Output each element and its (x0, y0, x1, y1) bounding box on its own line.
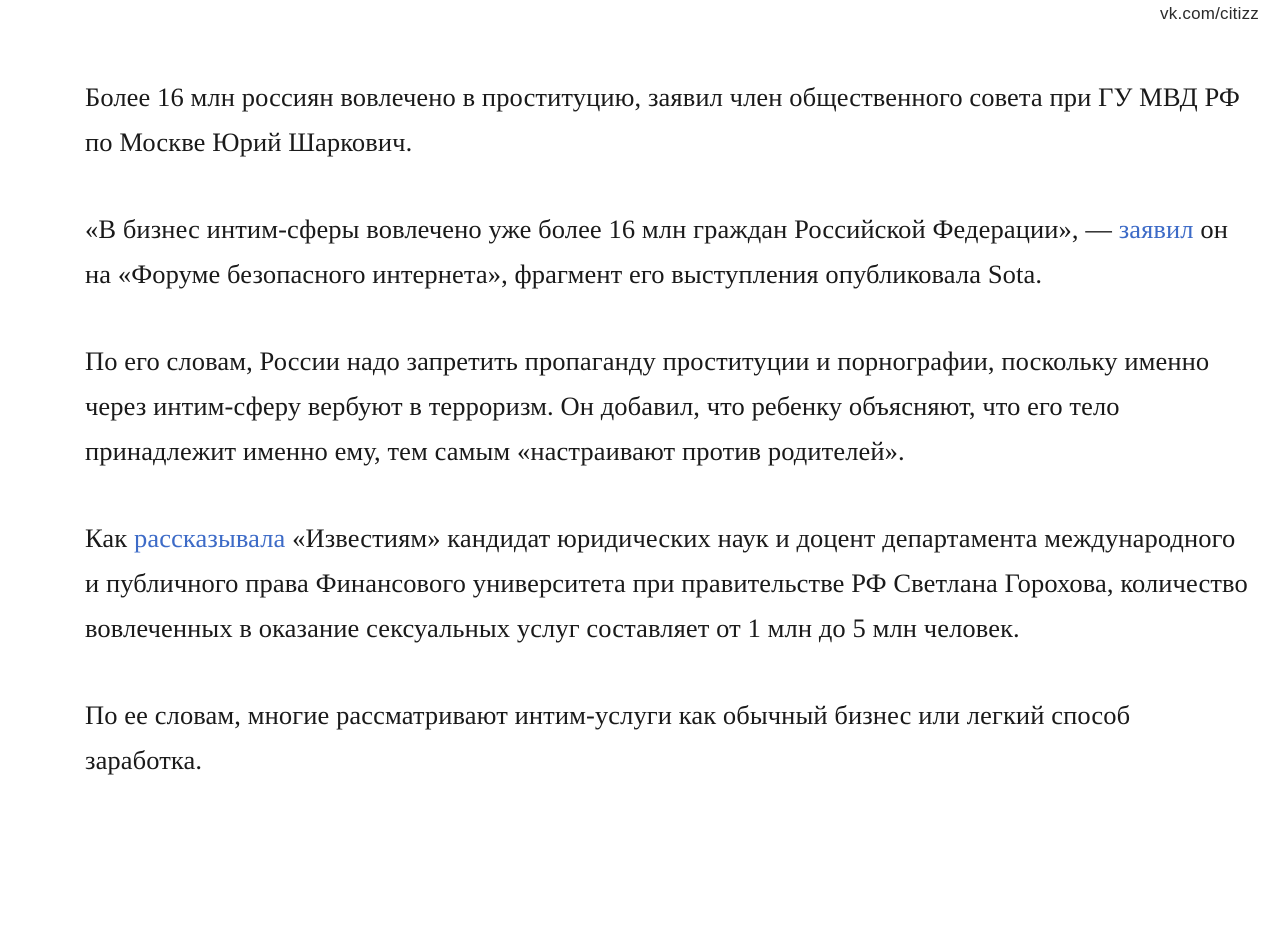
paragraph-text: «В бизнес интим-сферы вовлечено уже более 16 млн граждан Российской Федерации», — (85, 214, 1119, 244)
inline-link[interactable]: рассказывала (134, 523, 286, 553)
article-body (85, 75, 1250, 825)
paragraph (85, 75, 1250, 165)
inline-link[interactable]: заявил (1118, 214, 1194, 244)
paragraph-text: Как (85, 523, 134, 553)
paragraph-text: По его словам, России надо запретить пропаганду проституции и порнографии, поскольку именно через интим-сферу вербуют в терроризм. Он добавил, что ребенку объясняют, что его тело принадлежит именно ему, тем самым «настраивают против родителей». (85, 346, 1210, 466)
watermark: vk.com/citizz (1160, 4, 1259, 23)
paragraph-text: «Известиям» кандидат юридических наук и доцент департамента международного и публичного права Финансового университета при правительстве РФ Светлана Горохова, количество вовлеченных в оказание сексуальных услуг составляет от 1 млн до 5 млн человек. (85, 523, 1248, 643)
paragraph-text: Более 16 млн россиян вовлечено в проституцию, заявил член общественного совета при ГУ МВД РФ по Москве Юрий Шаркович. (85, 82, 1240, 157)
paragraph (85, 207, 1250, 297)
paragraph-text: По ее словам, многие рассматривают интим-услуги как обычный бизнес или легкий способ заработка. (85, 700, 1131, 775)
paragraph (85, 516, 1250, 651)
paragraph-text: он на «Форуме безопасного интернета», фрагмент его выступления опубликовала Sota. (85, 214, 1228, 289)
paragraph (85, 339, 1250, 474)
paragraph (85, 693, 1250, 783)
